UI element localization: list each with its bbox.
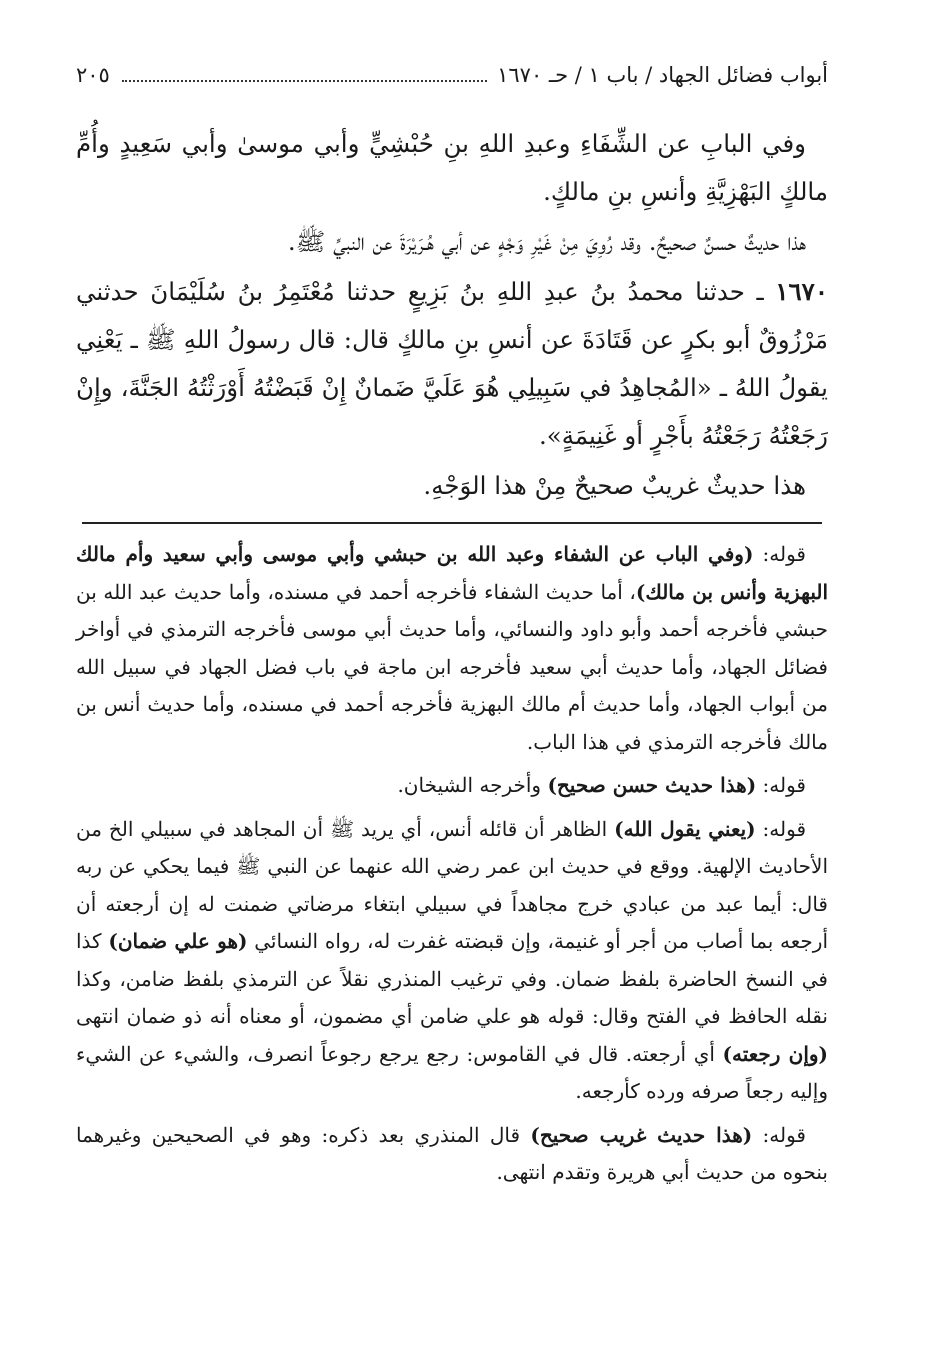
main-text <box>76 120 828 510</box>
commentary <box>76 536 828 1192</box>
commentary-note-2 <box>76 767 828 805</box>
page-number: ٢٠٥ <box>76 63 110 87</box>
note-lead: قوله: <box>753 542 806 566</box>
note-text: الظاهر أن قائله أنس، أي يريد ﷺ أن المجاهد في سبيلي الخ من الأحاديث الإلهية. ووقع في حديث ابن عمر رضي الله عنهما عن النبي ﷺ فيما يحكي عن ربه قال: أيما عبد من عبادي خرج مجاهداً في سبيلي ابتغاء مرضاتي ضمنت له إن أرجعته أن أرجعه بما أصاب من أجر أو غنيمة، وإن قبضته غفرت له، رواه النسائي <box>76 816 829 953</box>
note-quote: (هو علي ضمان) <box>108 929 248 953</box>
main-paragraph-1: وفي البابِ عن الشِّفَاءِ وعبدِ اللهِ بنِ حُبْشِيٍّ وأبي موسىٰ وأبي سَعِيدٍ وأُمِّ مالكٍ البَهْزِيَّةِ وأنسِ بنِ مالكٍ. <box>76 129 828 206</box>
main-paragraph-2: هذا حديثٌ حسنٌ صحيحٌ. وقد رُوِيَ مِنْ غَيْرِ وَجْهٍ عن أبي هُـرَيْرَةَ عن النبيِّ ﷺ. <box>287 227 806 256</box>
main-paragraph-4: هذا حديثٌ غريبٌ صحيحٌ مِنْ هذا الوَجْهِ. <box>423 471 806 500</box>
footnote-divider <box>82 522 822 524</box>
book-page <box>76 60 828 1198</box>
note-quote: (وإن رجعته) <box>722 1041 828 1066</box>
commentary-note-3 <box>76 811 828 1111</box>
note-lead: قوله: <box>752 1122 806 1147</box>
running-title: أبواب فضائل الجهاد / باب ١ / حـ ١٦٧٠ <box>497 63 828 87</box>
note-quote: (وفي الباب عن الشفاء وعبد الله بن حبشي وأبي موسى وأبي سعيد وأم مالك البهزية وأنس بن مالك) <box>76 542 828 604</box>
note-quote: (هذا حديث حسن صحيح) <box>547 773 757 797</box>
note-lead: قوله: <box>755 816 807 841</box>
note-text: ، أما حديث الشفاء فأخرجه أحمد في مسنده، وأما حديث عبد الله بن حبشي فأخرجه أحمد وأبو داود والنسائي، وأما حديث أبي موسى فأخرجه الترمذي في أواخر فضائل الجهاد، وأما حديث أبي سعيد فأخرجه ابن ماجة في باب فضل الجهاد في سبيل الله من أبواب الجهاد، وأما حديث أم مالك البهزية فأخرجه أحمد في مسنده، وأما حديث أنس بن مالك فأخرجه الترمذي في هذا الباب. <box>76 579 828 754</box>
note-text: وأخرجه الشيخان. <box>397 773 548 797</box>
dotted-leader <box>122 79 487 82</box>
main-paragraph-3 <box>76 268 828 460</box>
note-text: أي أرجعته. قال في القاموس: رجع يرجع رجوعاً انصرف، والشيء عن الشيء وإليه رجعاً صرفه ورده كأرجعه. <box>76 1041 828 1103</box>
note-text: كذا في النسخ الحاضرة بلفظ ضمان. وفي ترغيب المنذري نقلاً عن الترمذي بلفظ ضامن، وكذا نقله الحافظ في الفتح وقال: قوله هو علي ضامن أي مضمون، أو معناه أنه ذو ضمان انتهى <box>76 929 828 1028</box>
page-header <box>76 60 828 94</box>
hadith-number: ١٦٧٠ <box>775 277 828 306</box>
hadith-text: ـ حدثنا محمدُ بنُ عبدِ اللهِ بنُ بَزِيعٍ حدثنا مُعْتَمِرُ بنُ سُلَيْمَانَ حدثني مَرْزُوقٌ أبو بكرٍ عن قَتَادَةَ عن أنسِ بنِ مالكٍ قال: قال رسولُ اللهِ ﷺ ـ يَعْنِي يقولُ اللهُ ـ «المُجاهِدُ في سَبِيلِي هُوَ عَلَيَّ ضَمانٌ إِنْ قَبَضْتُهُ أَوْرَثْتُهُ الجَنَّةَ، وإِنْ رَجَعْتُهُ رَجَعْتُهُ بأَجْرٍ أو غَنِيمَةٍ». <box>76 277 828 450</box>
note-quote: (هذا حديث غريب صحيح) <box>530 1122 753 1147</box>
note-quote: (يعني يقول الله) <box>614 816 756 841</box>
note-text: قال المنذري بعد ذكره: وهو في الصحيحين وغيرهما بنحوه من حديث أبي هريرة وتقدم انتهى. <box>76 1122 828 1184</box>
commentary-note-4 <box>76 1117 828 1192</box>
note-lead: قوله: <box>756 773 806 797</box>
commentary-note-1 <box>76 536 828 761</box>
